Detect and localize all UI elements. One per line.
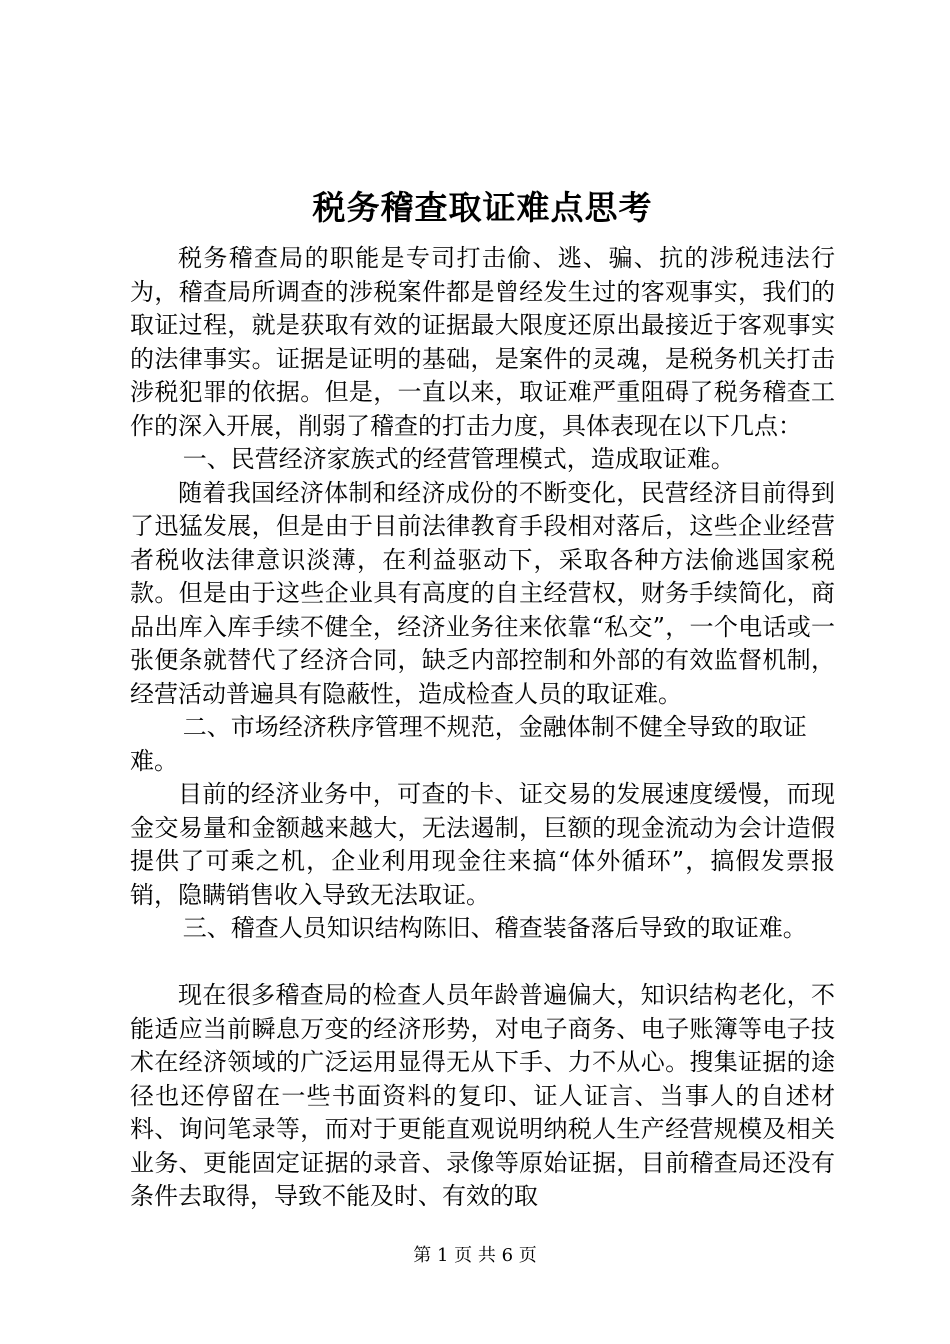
paragraph-intro: 税务稽查局的职能是专司打击偷、逃、骗、抗的涉税违法行为，稽查局所调查的涉税案件都是曾经发生过的客观事实，我们的取证过程，就是获取有效的证据最大限度还原出最接近于客观事实的法律事实。证据是证明的基础，是案件的灵魂，是税务机关打击涉税犯罪的依据。但是，一直以来，取证难严重阻碍了税务稽查工作的深入开展，削弱了稽查的打击力度，具体表现在以下几点：: [130, 244, 835, 440]
section-heading-3: 三、稽查人员知识结构陈旧、稽查装备落后导致的取证难。: [182, 914, 807, 942]
document-title: 税务稽查取证难点思考: [312, 188, 653, 227]
paragraph-section-1: 随着我国经济体制和经济成份的不断变化，民营经济目前得到了迅猛发展，但是由于目前法律教育手段相对落后，这些企业经营者税收法律意识淡薄，在利益驱动下，采取各种方法偷逃国家税款。但是由于这些企业具有高度的自主经营权，财务手续简化，商品出库入库手续不健全，经济业务往来依靠“私交”，一个电话或一张便条就替代了经济合同，缺乏内部控制和外部的有效监督机制，经营活动普遍具有隐蔽性，造成检查人员的取证难。: [130, 478, 835, 708]
section-heading-1: 一、民营经济家族式的经营管理模式，造成取证难。: [182, 445, 735, 473]
paragraph-spacer: [130, 946, 835, 980]
paragraph-section-2: 目前的经济业务中，可查的卡、证交易的发展速度缓慢，而现金交易量和金额越来越大，无法遏制，巨额的现金流动为会计造假提供了可乘之机，企业利用现金往来搞“体外循环”，搞假发票报销，隐瞒销售收入导致无法取证。: [130, 780, 835, 909]
document-page: [130, 182, 835, 1214]
paragraph-section-3: 现在很多稽查局的检查人员年龄普遍偏大，知识结构老化，不能适应当前瞬息万变的经济形势，对电子商务、电子账簿等电子技术在经济领域的广泛运用显得无从下手、力不从心。搜集证据的途径也还停留在一些书面资料的复印、证人证言、当事人的自述材料、询问笔录等，而对于更能直观说明纳税人生产经营规模及相关业务、更能固定证据的录音、录像等原始证据，目前稽查局还没有条件去取得，导致不能及时、有效的取: [130, 981, 835, 1210]
section-heading-2: 二、市场经济秩序管理不规范，金融体制不健全导致的取证难。: [130, 713, 807, 775]
page-number-footer: 第 1 页 共 6 页: [413, 1245, 537, 1266]
